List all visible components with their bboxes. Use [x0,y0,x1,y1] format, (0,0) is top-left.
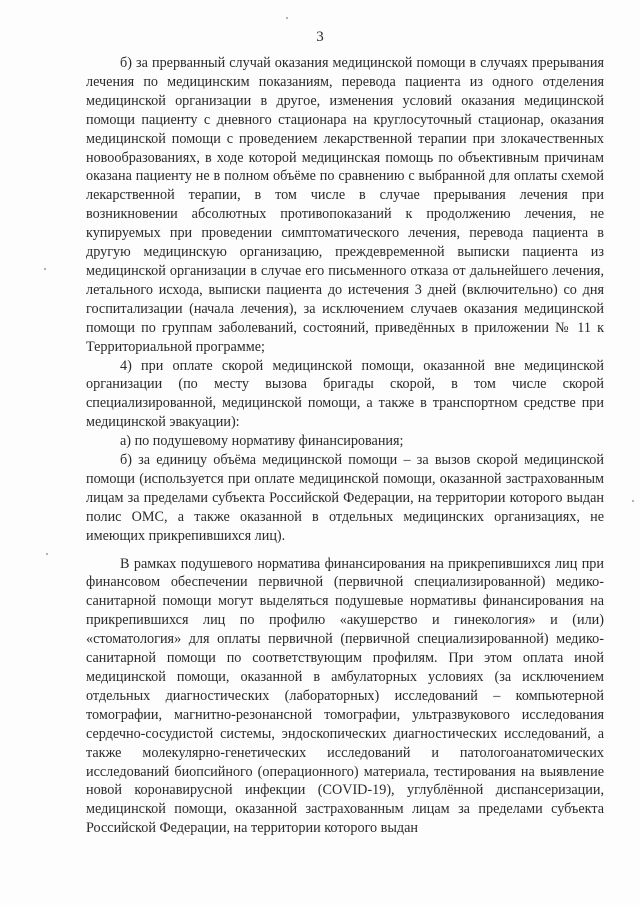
scan-speck [44,268,46,270]
body-text [86,54,604,838]
paragraph-per-unit-volume: б) за единицу объёма медицинской помощи – за вызов скорой медицинской помощи (используется при оплате медицинской помощи, оказанной застрахованным лицам за пределами субъекта Российской Федерации, на территории которого выдан полис ОМС, а также оказанной в отдельных медицинских организациях, не имеющих прикрепившихся лиц). [86,452,604,544]
scan-speck [46,553,48,555]
scan-speck [632,500,634,502]
page-number: 3 [316,29,324,45]
scan-speck [286,17,288,19]
paragraph-per-capita-norm: а) по подушевому нормативу финансирования; [120,433,404,450]
paragraph-per-capita-framework: В рамках подушевого норматива финансирования на прикрепившихся лиц при финансовом обеспечении первичной (первичной специализированной) медико-санитарной помощи могут выделяться подушевые нормативы финансирования на прикрепившихся лиц по профилю «акушерство и гинекология» и (или) «стоматология» для оплаты первичной (первичной специализированной) медико-санитарной помощи по соответствующим профилям. При этом оплата иной медицинской помощи, оказанной в амбулаторных условиях (за исключением отдельных диагностических (лабораторных) исследований – компьютерной томографии, магнитно-резонансной томографии, ультразвукового исследования сердечно-сосудистой системы, эндоскопических диагностических исследований, а также молекулярно-генетических исследований и патологоанатомических исследований биопсийного (операционного) материала, тестирования на выявление новой коронавирусной инфекции (COVID-19), углублённой диспансеризации, медицинской помощи, оказанной застрахованным лицам за пределами субъекта Российской Федерации, на территории которого выдан [86,555,604,837]
paragraph-gap [86,546,604,555]
paragraph-ambulance-payment: 4) при оплате скорой медицинской помощи, оказанной вне медицинской организации (по месту вызова бригады скорой, в том числе скорой специализированной, медицинской помощи, а также в транспортном средстве при медицинской эвакуации): [86,357,604,431]
paragraph-interrupted-case: б) за прерванный случай оказания медицинской помощи в случаях прерывания лечения по медицинским показаниям, перевода пациента из одного отделения медицинской организации в другое, изменения условий оказания медицинской помощи пациенту с дневного стационара на круглосуточный стационар, оказания медицинской помощи с проведением лекарственной терапии при злокачественных новообразованиях, в ходе которой медицинская помощь по объективным причинам оказана пациенту не в полном объёме по сравнению с выбранной для оплаты схемой лекарственной терапии, в том числе в случае прерывания лечения при возникновении абсолютных противопоказаний к продолжению лечения, не купируемых при проведении симптоматического лечения, перевода пациента в другую медицинскую организацию, преждевременной выписки пациента из медицинской организации в случае его письменного отказа от дальнейшего лечения, летального исхода, выписки пациента до истечения 3 дней (включительно) со дня госпитализации (начала лечения), за исключением случаев оказания медицинской помощи по группам заболеваний, состояний, приведённых в приложении № 11 к Территориальной программе; [86,55,604,355]
